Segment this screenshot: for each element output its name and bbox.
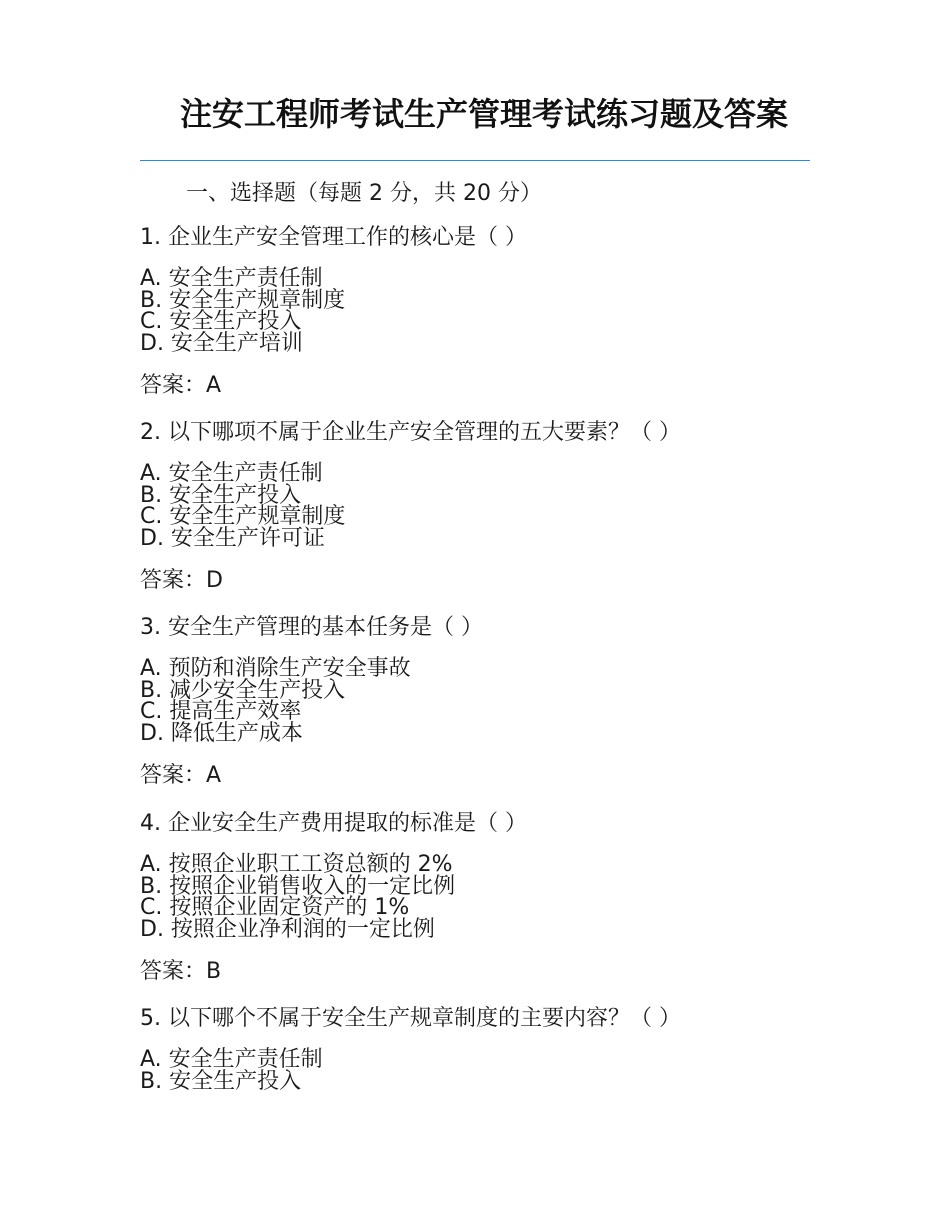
option-list: [140, 854, 820, 940]
option-list: [140, 1049, 820, 1092]
question-stem: 2. 以下哪项不属于企业生产安全管理的五大要素？（ ）: [140, 420, 681, 445]
option-c: C. 安全生产规章制度: [140, 504, 346, 529]
option-b: B. 安全生产投入: [140, 482, 302, 508]
answer: 答案：A: [140, 373, 222, 398]
option-d: D. 安全生产培训: [140, 330, 303, 356]
question-stem: 4. 企业安全生产费用提取的标准是（ ）: [140, 811, 527, 836]
question-stem: 3. 安全生产管理的基本任务是（ ）: [140, 615, 483, 640]
option-d: D. 降低生产成本: [140, 720, 303, 746]
option-b: B. 安全生产规章制度: [140, 287, 346, 313]
question-3: [140, 614, 820, 790]
option-list: [140, 658, 820, 744]
option-b: B. 安全生产投入: [140, 1068, 302, 1094]
title-underline: [140, 160, 810, 161]
option-list: [140, 268, 820, 354]
question-4: [140, 810, 820, 986]
question-stem: 1. 企业生产安全管理工作的核心是（ ）: [140, 225, 527, 250]
answer: 答案：A: [140, 763, 222, 788]
option-d: D. 安全生产许可证: [140, 525, 325, 551]
option-b: B. 减少安全生产投入: [140, 677, 346, 703]
option-c: C. 按照企业固定资产的 1%: [140, 895, 410, 920]
answer: 答案：D: [140, 568, 223, 593]
answer: 答案：B: [140, 959, 222, 984]
option-a: A. 安全生产责任制: [140, 461, 323, 486]
option-a: A. 安全生产责任制: [140, 266, 323, 291]
option-a: A. 预防和消除生产安全事故: [140, 656, 411, 681]
option-c: C. 提高生产效率: [140, 699, 302, 724]
section-heading: 一、选择题（每题 2 分，共 20 分）: [186, 181, 542, 206]
question-1: [140, 224, 820, 400]
document-title: 注安工程师考试生产管理考试练习题及答案: [180, 95, 789, 133]
question-stem: 5. 以下哪个不属于安全生产规章制度的主要内容？（ ）: [140, 1006, 681, 1031]
option-a: A. 按照企业职工工资总额的 2%: [140, 852, 453, 877]
option-d: D. 按照企业净利润的一定比例: [140, 916, 435, 942]
option-list: [140, 463, 820, 549]
option-b: B. 按照企业销售收入的一定比例: [140, 873, 456, 899]
option-c: C. 安全生产投入: [140, 309, 302, 334]
question-2: [140, 419, 820, 595]
question-5: [140, 1005, 820, 1092]
option-a: A. 安全生产责任制: [140, 1047, 323, 1072]
